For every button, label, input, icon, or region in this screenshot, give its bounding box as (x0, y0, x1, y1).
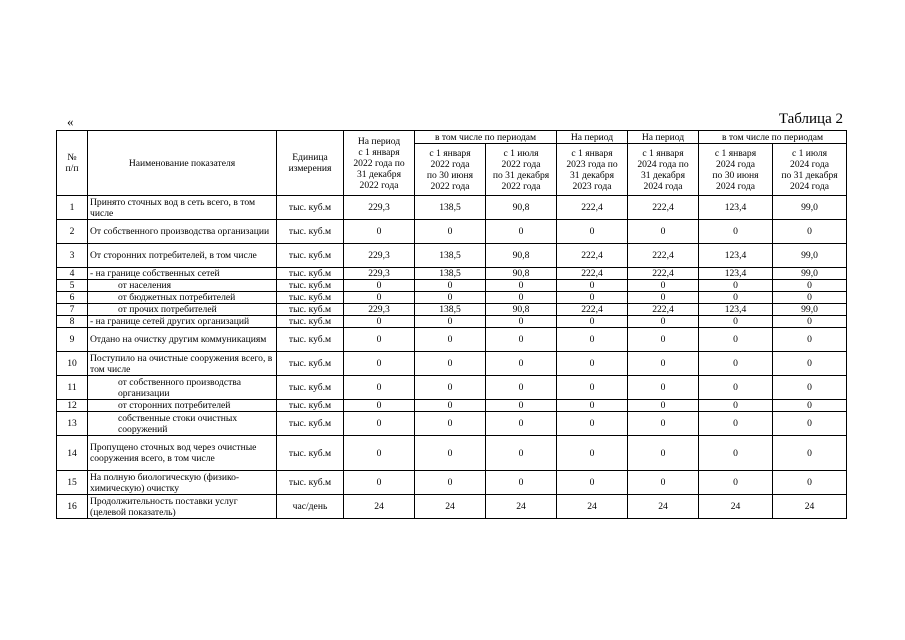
row-value: 0 (415, 316, 486, 328)
row-name: - на границе собственных сетей (88, 268, 277, 280)
row-value: 123,4 (699, 268, 773, 280)
row-unit: тыс. куб.м (277, 292, 344, 304)
row-value: 0 (699, 280, 773, 292)
row-value: 0 (773, 412, 847, 436)
table-row (57, 495, 847, 519)
row-unit: тыс. куб.м (277, 471, 344, 495)
table-row (57, 316, 847, 328)
row-value: 222,4 (557, 196, 628, 220)
table-row (57, 376, 847, 400)
row-name: от прочих потребителей (88, 304, 277, 316)
row-value: 222,4 (557, 304, 628, 316)
table-row (57, 412, 847, 436)
row-unit: час/день (277, 495, 344, 519)
row-value: 138,5 (415, 304, 486, 316)
row-value: 222,4 (628, 304, 699, 316)
row-value: 0 (628, 412, 699, 436)
row-value: 0 (773, 316, 847, 328)
row-value: 0 (486, 220, 557, 244)
row-value: 24 (486, 495, 557, 519)
row-name: Продолжительность поставки услуг (целевой показатель) (88, 495, 277, 519)
table-row (57, 304, 847, 316)
row-number: 4 (57, 268, 88, 280)
row-number: 6 (57, 292, 88, 304)
opening-quote: « (67, 114, 74, 129)
row-value: 0 (773, 220, 847, 244)
row-name: собственные стоки очистных сооружений (88, 412, 277, 436)
row-value: 138,5 (415, 268, 486, 280)
row-unit: тыс. куб.м (277, 268, 344, 280)
row-value: 229,3 (344, 304, 415, 316)
header-number: № п/п (57, 131, 88, 196)
row-number: 8 (57, 316, 88, 328)
row-value: 222,4 (628, 268, 699, 280)
row-value: 0 (628, 400, 699, 412)
table-row (57, 471, 847, 495)
row-value: 0 (486, 328, 557, 352)
header-period-2024-top: На период (628, 131, 699, 144)
row-value: 24 (773, 495, 847, 519)
table-row (57, 268, 847, 280)
row-value: 24 (699, 495, 773, 519)
row-value: 0 (486, 292, 557, 304)
row-number: 9 (57, 328, 88, 352)
header-row-top (57, 131, 847, 144)
row-name: От сторонних потребителей, в том числе (88, 244, 277, 268)
row-value: 123,4 (699, 196, 773, 220)
row-name: Поступило на очистные сооружения всего, в том числе (88, 352, 277, 376)
table-row (57, 436, 847, 471)
row-number: 13 (57, 412, 88, 436)
row-value: 0 (628, 376, 699, 400)
row-value: 0 (699, 220, 773, 244)
row-value: 0 (773, 400, 847, 412)
row-value: 0 (486, 400, 557, 412)
row-value: 90,8 (486, 268, 557, 280)
row-name: Пропущено сточных вод через очистные сооружения всего, в том числе (88, 436, 277, 471)
row-unit: тыс. куб.м (277, 220, 344, 244)
row-unit: тыс. куб.м (277, 352, 344, 376)
row-value: 222,4 (628, 244, 699, 268)
row-name: от сторонних потребителей (88, 400, 277, 412)
row-value: 0 (557, 471, 628, 495)
row-value: 0 (344, 292, 415, 304)
row-value: 0 (557, 292, 628, 304)
row-value: 222,4 (557, 244, 628, 268)
table-caption: Таблица 2 (778, 111, 843, 127)
row-value: 138,5 (415, 196, 486, 220)
row-value: 0 (699, 412, 773, 436)
row-value: 0 (344, 412, 415, 436)
row-name: Принято сточных вод в сеть всего, в том числе (88, 196, 277, 220)
row-value: 90,8 (486, 304, 557, 316)
row-unit: тыс. куб.м (277, 316, 344, 328)
row-value: 0 (699, 352, 773, 376)
row-unit: тыс. куб.м (277, 376, 344, 400)
row-number: 2 (57, 220, 88, 244)
row-value: 24 (415, 495, 486, 519)
row-value: 99,0 (773, 304, 847, 316)
row-value: 0 (628, 220, 699, 244)
row-value: 0 (344, 316, 415, 328)
header-2024-h1: с 1 января 2024 года по 30 июня 2024 года (699, 144, 773, 196)
row-value: 0 (628, 292, 699, 304)
row-name: - на границе сетей других организаций (88, 316, 277, 328)
row-unit: тыс. куб.м (277, 244, 344, 268)
row-value: 0 (628, 280, 699, 292)
row-value: 0 (486, 436, 557, 471)
header-including-2022: в том числе по периодам (415, 131, 557, 144)
row-value: 0 (486, 316, 557, 328)
row-value: 0 (557, 436, 628, 471)
row-value: 0 (773, 328, 847, 352)
row-value: 0 (415, 220, 486, 244)
row-value: 0 (557, 352, 628, 376)
header-period-2023: с 1 января 2023 года по 31 декабря 2023 года (557, 144, 628, 196)
row-value: 0 (415, 328, 486, 352)
table-row (57, 244, 847, 268)
row-value: 0 (699, 328, 773, 352)
row-unit: тыс. куб.м (277, 304, 344, 316)
row-value: 90,8 (486, 244, 557, 268)
row-name: На полную биологическую (физико-химическую) очистку (88, 471, 277, 495)
row-value: 90,8 (486, 196, 557, 220)
row-number: 11 (57, 376, 88, 400)
table-row (57, 328, 847, 352)
row-number: 5 (57, 280, 88, 292)
row-value: 0 (415, 471, 486, 495)
row-value: 0 (344, 352, 415, 376)
row-value: 0 (486, 352, 557, 376)
row-value: 99,0 (773, 196, 847, 220)
row-value: 0 (415, 412, 486, 436)
row-value: 0 (415, 280, 486, 292)
row-value: 24 (557, 495, 628, 519)
row-value: 0 (773, 436, 847, 471)
row-value: 0 (699, 376, 773, 400)
row-value: 99,0 (773, 244, 847, 268)
row-value: 0 (628, 316, 699, 328)
header-2022-h2: с 1 июля 2022 года по 31 декабря 2022 года (486, 144, 557, 196)
row-value: 229,3 (344, 244, 415, 268)
table-row (57, 280, 847, 292)
row-value: 0 (557, 316, 628, 328)
table-row (57, 196, 847, 220)
row-number: 12 (57, 400, 88, 412)
header-including-2024: в том числе по периодам (699, 131, 847, 144)
header-name: Наименование показателя (88, 131, 277, 196)
row-value: 0 (486, 280, 557, 292)
row-value: 99,0 (773, 268, 847, 280)
row-value: 222,4 (557, 268, 628, 280)
table-row (57, 400, 847, 412)
row-value: 0 (486, 471, 557, 495)
row-unit: тыс. куб.м (277, 328, 344, 352)
row-name: от бюджетных потребителей (88, 292, 277, 304)
row-value: 0 (344, 280, 415, 292)
header-2024-h2: с 1 июля 2024 года по 31 декабря 2024 года (773, 144, 847, 196)
row-name: От собственного производства организации (88, 220, 277, 244)
row-value: 0 (699, 292, 773, 304)
row-value: 0 (557, 412, 628, 436)
row-value: 0 (628, 436, 699, 471)
row-unit: тыс. куб.м (277, 400, 344, 412)
row-value: 24 (344, 495, 415, 519)
row-value: 0 (557, 280, 628, 292)
row-value: 0 (773, 471, 847, 495)
row-value: 123,4 (699, 244, 773, 268)
row-value: 0 (344, 376, 415, 400)
row-value: 138,5 (415, 244, 486, 268)
header-period-2023-top: На период (557, 131, 628, 144)
table-row (57, 220, 847, 244)
row-value: 0 (557, 328, 628, 352)
row-value: 0 (415, 400, 486, 412)
row-name: Отдано на очистку другим коммуникациям (88, 328, 277, 352)
row-value: 222,4 (628, 196, 699, 220)
row-value: 0 (344, 400, 415, 412)
row-value: 0 (415, 436, 486, 471)
row-value: 0 (486, 376, 557, 400)
row-value: 0 (628, 471, 699, 495)
row-number: 3 (57, 244, 88, 268)
row-value: 229,3 (344, 268, 415, 280)
row-value: 0 (486, 412, 557, 436)
row-value: 0 (415, 352, 486, 376)
row-unit: тыс. куб.м (277, 196, 344, 220)
row-name: от населения (88, 280, 277, 292)
data-table (56, 130, 847, 519)
row-value: 0 (344, 471, 415, 495)
row-value: 0 (557, 376, 628, 400)
row-value: 0 (699, 471, 773, 495)
header-period-2024: с 1 января 2024 года по 31 декабря 2024 года (628, 144, 699, 196)
row-number: 15 (57, 471, 88, 495)
row-value: 0 (344, 220, 415, 244)
row-value: 229,3 (344, 196, 415, 220)
row-value: 0 (557, 400, 628, 412)
row-number: 1 (57, 196, 88, 220)
row-unit: тыс. куб.м (277, 280, 344, 292)
row-value: 0 (415, 376, 486, 400)
row-value: 0 (628, 328, 699, 352)
header-unit: Единица измерения (277, 131, 344, 196)
row-value: 0 (557, 220, 628, 244)
row-number: 16 (57, 495, 88, 519)
row-value: 0 (344, 436, 415, 471)
row-value: 0 (628, 352, 699, 376)
row-value: 0 (699, 400, 773, 412)
row-value: 0 (773, 280, 847, 292)
table-row (57, 292, 847, 304)
row-value: 0 (773, 376, 847, 400)
table-row (57, 352, 847, 376)
row-number: 10 (57, 352, 88, 376)
row-value: 0 (415, 292, 486, 304)
row-value: 24 (628, 495, 699, 519)
header-2022-h1: с 1 января 2022 года по 30 июня 2022 года (415, 144, 486, 196)
row-unit: тыс. куб.м (277, 412, 344, 436)
row-value: 0 (699, 316, 773, 328)
row-value: 0 (344, 328, 415, 352)
row-unit: тыс. куб.м (277, 436, 344, 471)
row-value: 123,4 (699, 304, 773, 316)
row-value: 0 (773, 292, 847, 304)
row-value: 0 (699, 436, 773, 471)
row-number: 7 (57, 304, 88, 316)
row-number: 14 (57, 436, 88, 471)
row-name: от собственного производства организации (88, 376, 277, 400)
header-period-2022: На период с 1 января 2022 года по 31 декабря 2022 года (344, 131, 415, 196)
row-value: 0 (773, 352, 847, 376)
